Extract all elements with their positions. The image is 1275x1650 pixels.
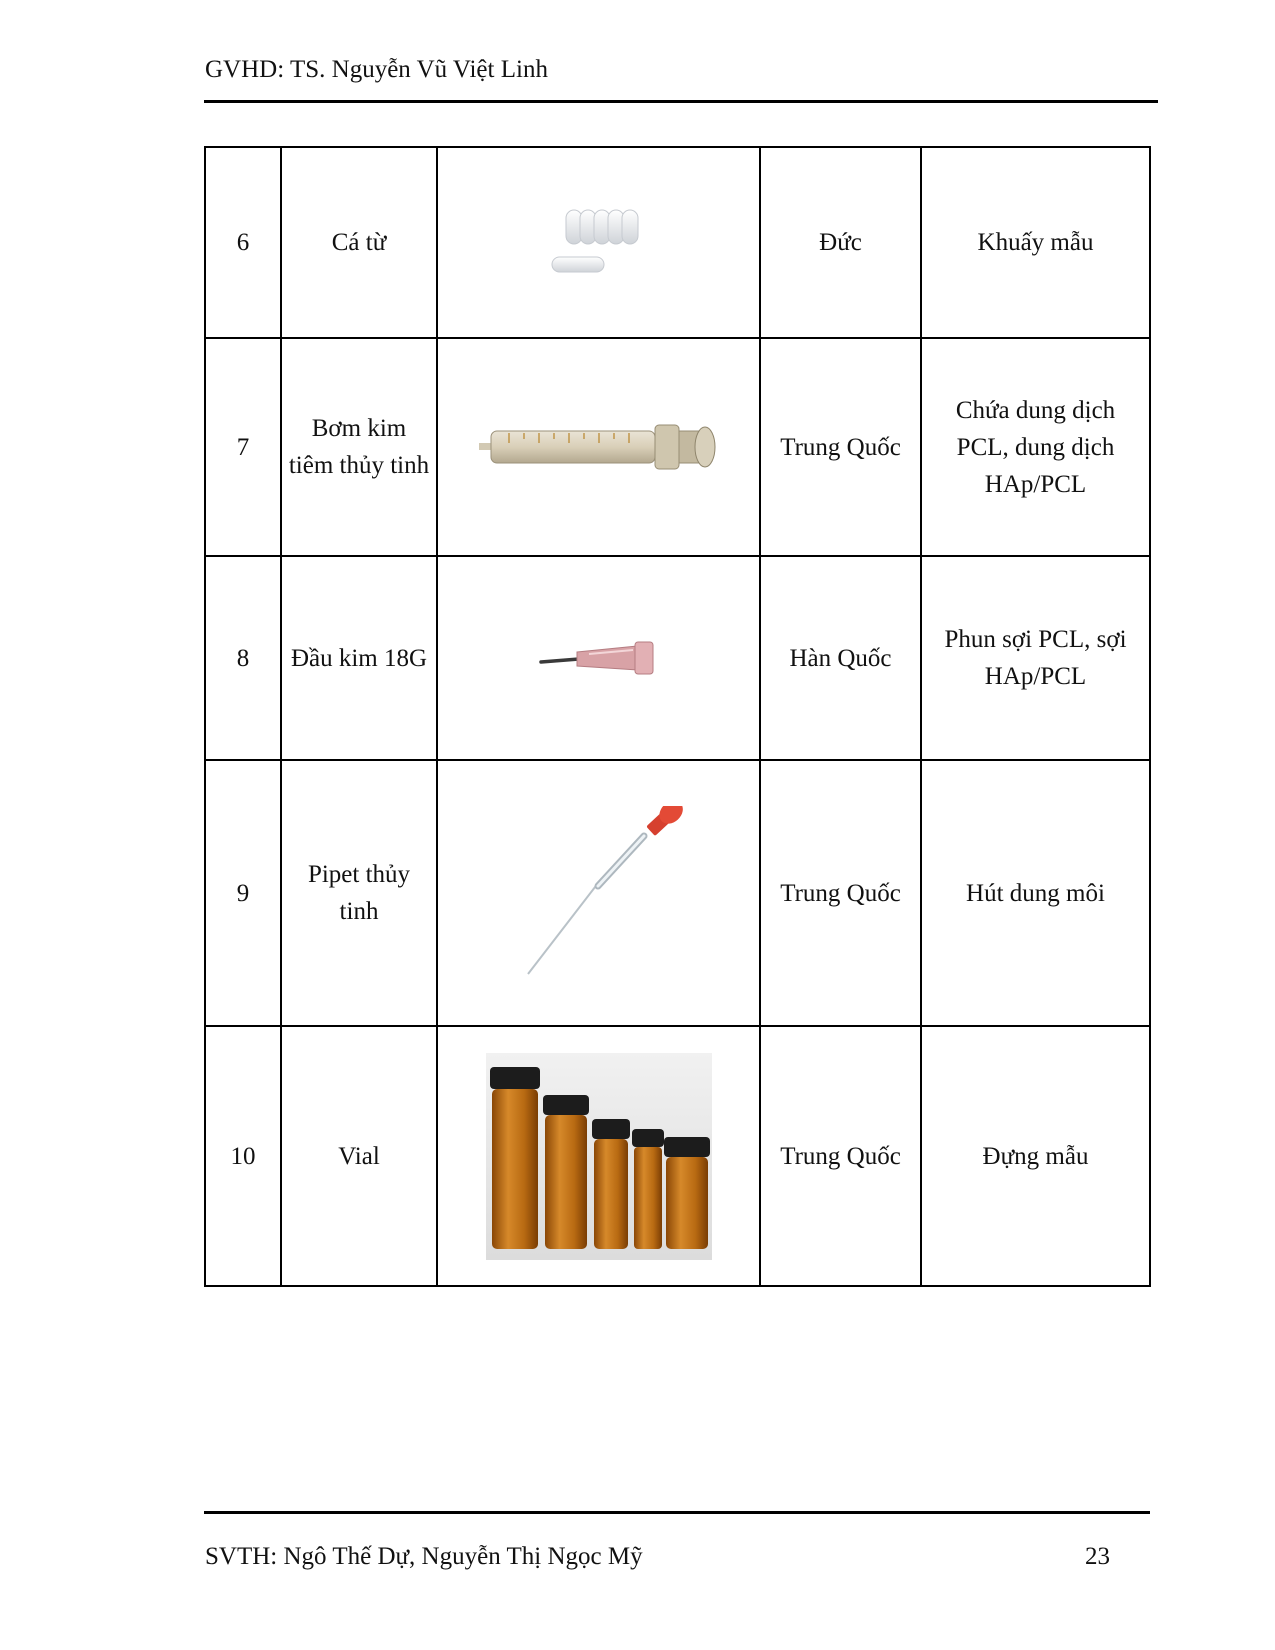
cell-name: Bơm kim tiêm thủy tinh [281, 338, 437, 556]
cell-number: 7 [205, 338, 281, 556]
page-header: GVHD: TS. Nguyễn Vũ Việt Linh [205, 56, 548, 83]
cell-image [437, 338, 760, 556]
cell-image [437, 147, 760, 338]
table-row [205, 147, 1150, 338]
page-number: 23 [1085, 1543, 1110, 1570]
cell-name: Pipet thủy tinh [281, 760, 437, 1026]
page-footer: SVTH: Ngô Thế Dự, Nguyễn Thị Ngọc Mỹ [205, 1543, 643, 1570]
cell-name: Đầu kim 18G [281, 556, 437, 760]
footer-divider [204, 1511, 1150, 1514]
cell-origin: Trung Quốc [760, 338, 921, 556]
equipment-table [204, 146, 1151, 1287]
glass-pipette-icon [514, 806, 684, 981]
magnetic-stir-bars-icon [544, 205, 654, 280]
cell-name: Vial [281, 1026, 437, 1286]
cell-origin: Hàn Quốc [760, 556, 921, 760]
header-divider [204, 100, 1158, 103]
needle-tip-icon [539, 638, 659, 678]
glass-syringe-icon [479, 417, 719, 477]
cell-origin: Trung Quốc [760, 1026, 921, 1286]
cell-use: Khuấy mẫu [921, 147, 1150, 338]
cell-use: Chứa dung dịch PCL, dung dịch HAp/PCL [921, 338, 1150, 556]
table-row [205, 556, 1150, 760]
cell-number: 9 [205, 760, 281, 1026]
table-row [205, 760, 1150, 1026]
table-row [205, 338, 1150, 556]
cell-number: 6 [205, 147, 281, 338]
cell-use: Đựng mẫu [921, 1026, 1150, 1286]
cell-name: Cá từ [281, 147, 437, 338]
cell-number: 10 [205, 1026, 281, 1286]
cell-use: Hút dung môi [921, 760, 1150, 1026]
cell-use: Phun sợi PCL, sợi HAp/PCL [921, 556, 1150, 760]
cell-image [437, 556, 760, 760]
cell-image [437, 760, 760, 1026]
cell-image [437, 1026, 760, 1286]
cell-origin: Trung Quốc [760, 760, 921, 1026]
cell-origin: Đức [760, 147, 921, 338]
table-row [205, 1026, 1150, 1286]
cell-number: 8 [205, 556, 281, 760]
amber-vials-icon [486, 1053, 712, 1260]
